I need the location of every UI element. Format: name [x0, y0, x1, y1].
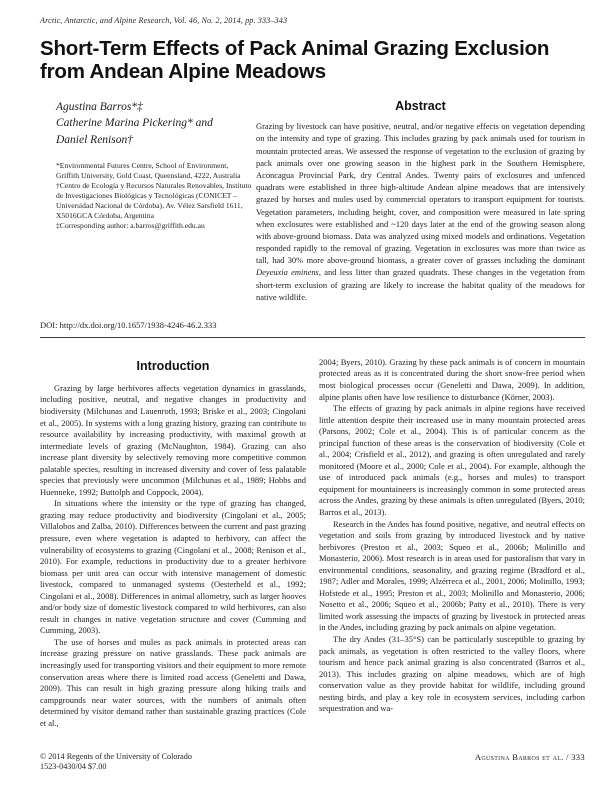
body-paragraph: Research in the Andes has found positive, negative, and neutral effects on vegetation and soils from grazing by introduced livestock and by native herbivores (Preston et al., 2003; Squeo et al., 2006b; Molinillo and Monasterio, 2006). Most research is in areas used for pastoralism that vary in environmental conditions, seasonality, and grazing regime (Bradford et al., 1987; Adler and Morales, 1999; Alzérreca et al., 2001, 2006; Molinillo, 1993; Hofstede et al., 1995; Preston et al., 2003; Molinillo and Monasterio, 2006; Nosetto et al., 2006; Squeo et al., 2006b; Patty et al., 2010). There is very limited work assessing the impacts of grazing by livestock in protected areas in the Andes, including grazing by pack animals on alpine vegetation.: [319, 518, 585, 633]
affiliation: †Centro de Ecología y Recursos Naturales Renovables, Instituto de Investigaciones Biológicas y Tecnológicas (CONICET – Universidad Nacional de Córdoba), Av. Vélez Sarsfield 1611, X5016GCA Córdoba, Argentina: [56, 180, 252, 221]
right-column: [319, 357, 585, 729]
paper-title: Short-Term Effects of Pack Animal Grazing Exclusion from Andean Alpine Meadows: [40, 37, 550, 84]
author-name: Catherine Marina Pickering* and: [56, 117, 213, 130]
footer-issn-price: 1523-0430/04 $7.00: [40, 762, 107, 772]
body-columns: [40, 357, 585, 729]
abstract-column: [252, 99, 585, 303]
running-head-page-number: Agustina Barros et al. / 333: [474, 751, 585, 762]
abstract-text: [256, 120, 585, 303]
doi-line: DOI: http://dx.doi.org/10.1657/1938-4246-46.2.333: [40, 319, 217, 330]
author-abstract-block: [40, 99, 585, 303]
author-column: [40, 99, 252, 303]
section-heading-introduction: Introduction: [136, 358, 210, 373]
footer-copyright-block: [40, 752, 192, 773]
body-paragraph-continuation: 2004; Byers, 2010). Grazing by these pack animals is of concern in mountain protected areas as it is concentrated during the short snow-free period when most biological processes occur (Geneletti and Dawa, 2009). In addition, alpine plants often have low resilience to disturbance (Körner, 2003).: [319, 356, 585, 402]
body-paragraph: Grazing by large herbivores affects vegetation dynamics in grasslands, including positive, neutral, and negative changes in productivity and biodiversity (Milchunas and Lauenroth, 1993; Briske et al., 2003; Cingolani et al., 2005). In systems with a long grazing history, grazing can contribute to resource availability by increasing productivity, with maximal growth at intermediate levels of grazing (McNaughton, 1984). Grazing can also increase plant diversity by selectively removing more competitive common palatable species, resulting in increased diversity and cover of less palatable species that previously were uncommon (Milchunas et al., 1989; Hobbs and Huenneke, 1992; Buttolph and Coppock, 2004).: [40, 382, 306, 497]
abstract-heading: Abstract: [395, 99, 446, 114]
left-column: [40, 357, 306, 729]
body-paragraph: The effects of grazing by pack animals in alpine regions have received little attention despite their increased use in many mountain protected areas (Parsons, 2002; Cole et al., 2004). This is of particular concern as the principal function of these areas is the conservation of biodiversity (Cole et al., 2004; Crisfield et al., 2012), and grazing is often unregulated and rarely monitored (Moore et al., 2000; Cole et al., 2004). For example, although the use of introduced pack animals (e.g., horses and mules) to transport equipment for mountaineers is increasingly common in some protected areas across the Andes, grazing by these animals is often unregulated (Byers, 2010; Barros et al., 2013).: [319, 403, 585, 517]
affiliations: [56, 161, 252, 232]
divider-rule: [40, 337, 585, 338]
body-paragraph: The use of horses and mules as pack animals in protected areas can increase grazing pressure on native grasslands. These pack animals are increasingly used for transporting visitors and their equipment to more remote conservation areas where there is limited road access (Geneletti and Dawa, 2009). This can result in high grazing pressure along hiking trails and campgrounds near water sources, with the numbers of animals often determined by visitor demand rather than sustainable grazing practices (Cole et al.,: [40, 636, 306, 728]
page-footer: [40, 752, 585, 773]
author-name: Agustina Barros*‡: [56, 101, 143, 114]
affiliation-corresponding-author: ‡Corresponding author: a.barros@griffith.edu.au: [56, 221, 205, 231]
body-paragraph: In situations where the intensity or the type of grazing has changed, grazing may reduce productivity and biodiversity (Cingolani et al., 2005; Villalobos and Zalba, 2010). Differences between the current and past grazing pressure, even where vegetation is adapted to herbivory, can affect the vulnerability of ecosystems to grazing (Cingolani et al., 2008; Renison et al., 2010). For example, reductions in productivity due to a greater herbivore biomass per unit area can occur with intensive management of domestic livestock, compared to unmanaged systems (Oesterheld et al., 1992; Cingolani et al., 2008). Differences in animal allometry, such as larger hooves and/or body size of domestic livestock compared to wild herbivores, can also result in changes in native vegetation structure and cover (Cumming and Cumming, 2003).: [40, 498, 306, 636]
author-name: Daniel Renison†: [56, 133, 133, 146]
affiliation: *Environmental Futures Centre, School of Environment, Griffith University, Gold Coast, Queensland, 4222, Australia: [56, 160, 241, 180]
footer-copyright: © 2014 Regents of the University of Colorado: [40, 751, 192, 761]
body-paragraph: The dry Andes (31–35°S) can be particularly susceptible to grazing by pack animals, as vegetation is often restricted to the valley floors, where tourism and hence pack animal grazing is also concentrated (Barros et al., 2013). This includes grazing on alpine meadows, which are of high conservation value as they provide habitat for wildlife, including ground nesting birds, and play a key role in ecosystem services, including carbon sequestration and wa-: [319, 634, 585, 714]
journal-header: Arctic, Antarctic, and Alpine Research, Vol. 46, No. 2, 2014, pp. 333–343: [40, 16, 288, 25]
abstract-text-part: Grazing by livestock can have positive, neutral, and/or negative effects on vegetation depending on the intensity and type of grazing. This includes grazing by pack animals used for tourism in mountain protected areas. We assessed the response of vegetation to the exclusion of grazing by pack animals over one growing season in the highest park in the Southern Hemisphere, Aconcagua Provincial Park, dry Central Andes. Twenty pairs of exclosures and unfenced quadrats were established in three high-altitude Andean alpine meadows that are intensively grazed by horses and mules used by commercial operators to transport equipment for tourists. Vegetation parameters, including height, cover, and composition were measured in late spring when exclosures were established and ~120 days later at the end of the growing season along with above-ground biomass. Data was analyzed using mixed models and ordinations. Vegetation responded rapidly to the removal of grazing. Vegetation in exclosures was more than twice as tall, had 30% more above-ground biomass, a greater cover of grasses including the dominant: [256, 121, 585, 266]
species-name: Deyeuxia eminens: [256, 267, 319, 278]
abstract-text-part: , and less litter than grazed quadrats. These changes in the vegetation from short-term exclusion of grazing are likely to increase the habitat quality of the meadows for native wildlife.: [256, 267, 585, 302]
author-names: [56, 99, 252, 147]
